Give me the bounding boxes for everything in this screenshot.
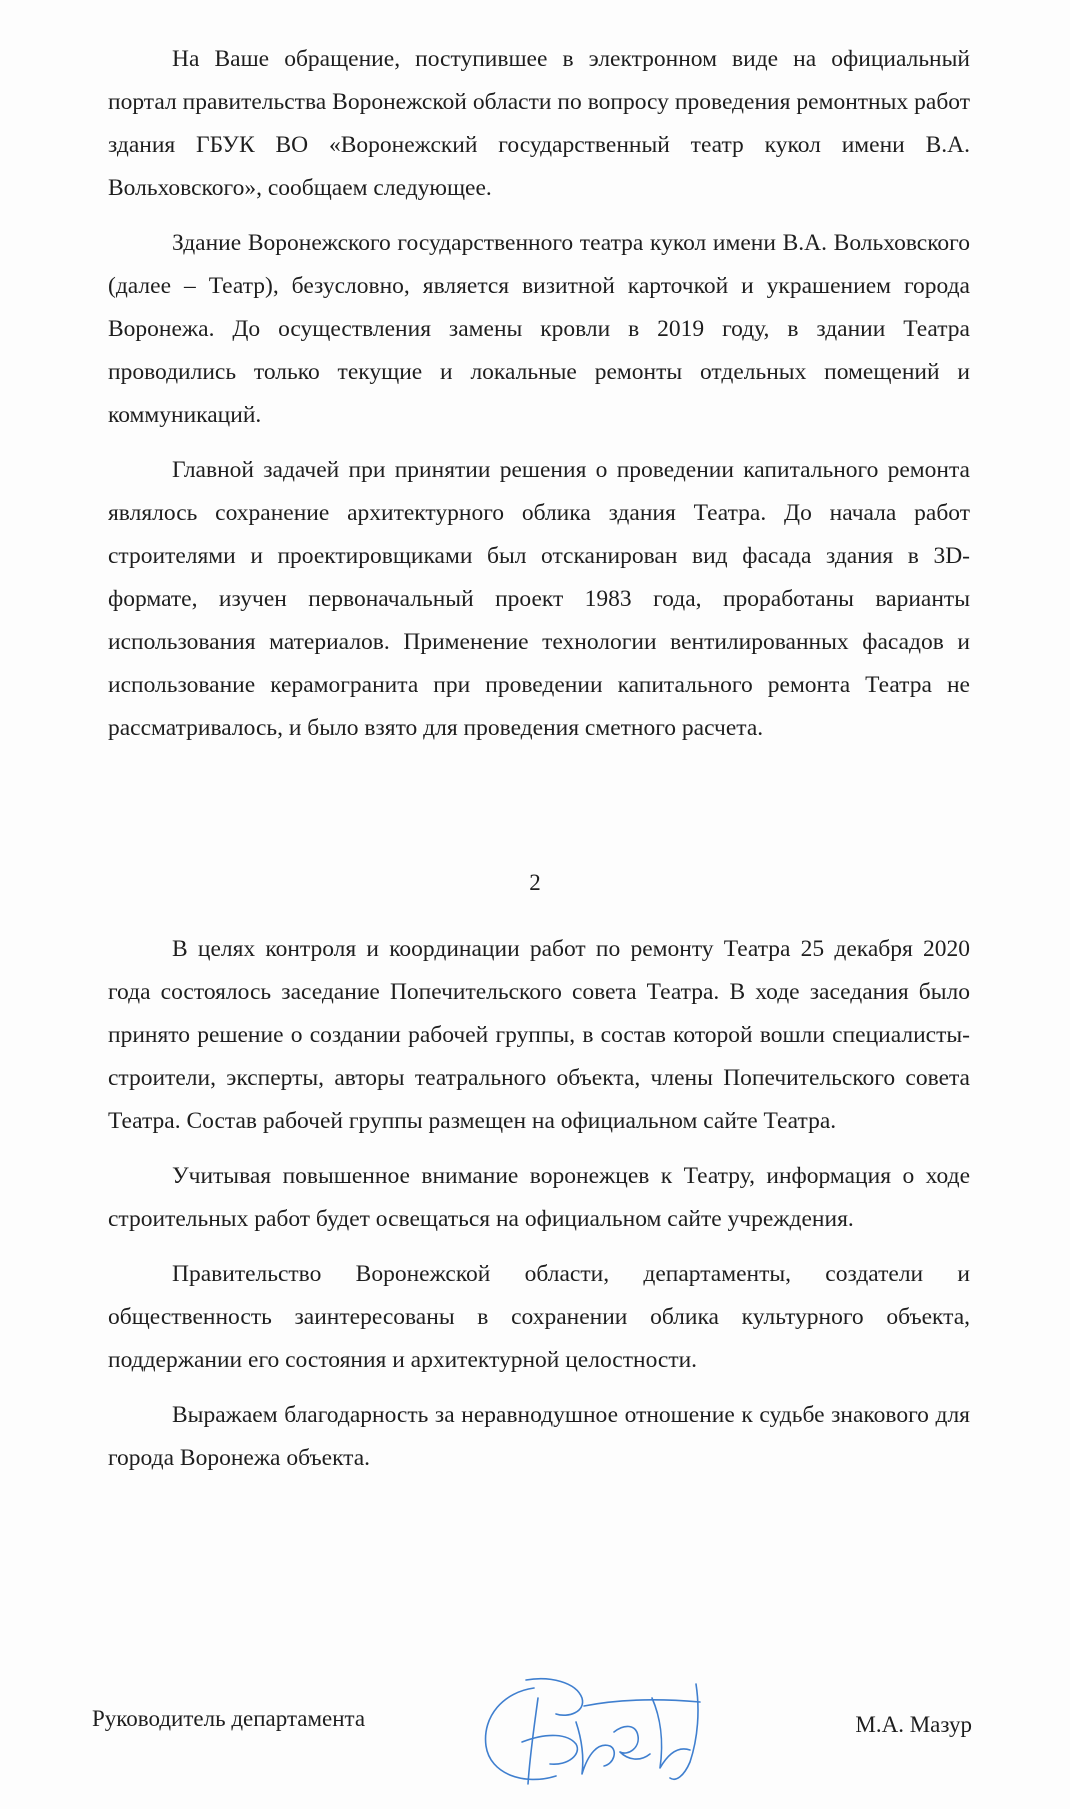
letter-body-page-2	[108, 928, 970, 1492]
handwritten-signature-icon	[464, 1658, 724, 1808]
paragraph-public-attention: Учитывая повышенное внимание воронежцев к Театру, информация о ходе строительных работ будет освещаться на официальном сайте учреждения.	[108, 1163, 970, 1232]
paragraph-theatre-building: Здание Воронежского государственного театра кукол имени В.А. Вольховского (далее – Театр), безусловно, является визитной карточкой и украшением города Воронежа. До осуществления замены кровли в 2019 году, в здании Театра проводились только текущие и локальные ремонты отдельных помещений и коммуникаций.	[108, 230, 970, 428]
signer-name: М.А. Мазур	[855, 1712, 972, 1737]
page-number: 2	[529, 870, 541, 895]
paragraph-main-task: Главной задачей при принятии решения о проведении капитального ремонта являлось сохранение архитектурного облика здания Театра. До начала работ строителями и проектировщиками был отсканирован вид фасада здания в 3D-формате, изучен первоначальный проект 1983 года, проработаны варианты использования материалов. Применение технологии вентилированных фасадов и использование керамогранита при проведении капитального ремонта Театра не рассматривалось, и было взято для проведения сметного расчета.	[108, 457, 970, 741]
paragraph-government-interest: Правительство Воронежской области, департаменты, создатели и общественность заинтересованы в сохранении облика культурного объекта, поддержании его состояния и архитектурной целостности.	[108, 1261, 970, 1373]
letter-body-page-1	[108, 38, 970, 762]
signer-position: Руководитель департамента	[92, 1706, 366, 1731]
paragraph-appeal-response: На Ваше обращение, поступившее в электронном виде на официальный портал правительства Воронежской области по вопросу проведения ремонтных работ здания ГБУК ВО «Воронежский государственный театр кукол имени В.А. Вольховского», сообщаем следующее.	[108, 46, 970, 201]
paragraph-gratitude: Выражаем благодарность за неравнодушное отношение к судьбе знакового для города Воронежа объекта.	[108, 1402, 970, 1471]
paragraph-control-coordination: В целях контроля и координации работ по ремонту Театра 25 декабря 2020 года состоялось заседание Попечительского совета Театра. В ходе заседания было принято решение о создании рабочей группы, в состав которой вошли специалисты-строители, эксперты, авторы театрального объекта, члены Попечительского совета Театра. Состав рабочей группы размещен на официальном сайте Театра.	[108, 936, 970, 1134]
signature-block	[92, 1658, 972, 1808]
